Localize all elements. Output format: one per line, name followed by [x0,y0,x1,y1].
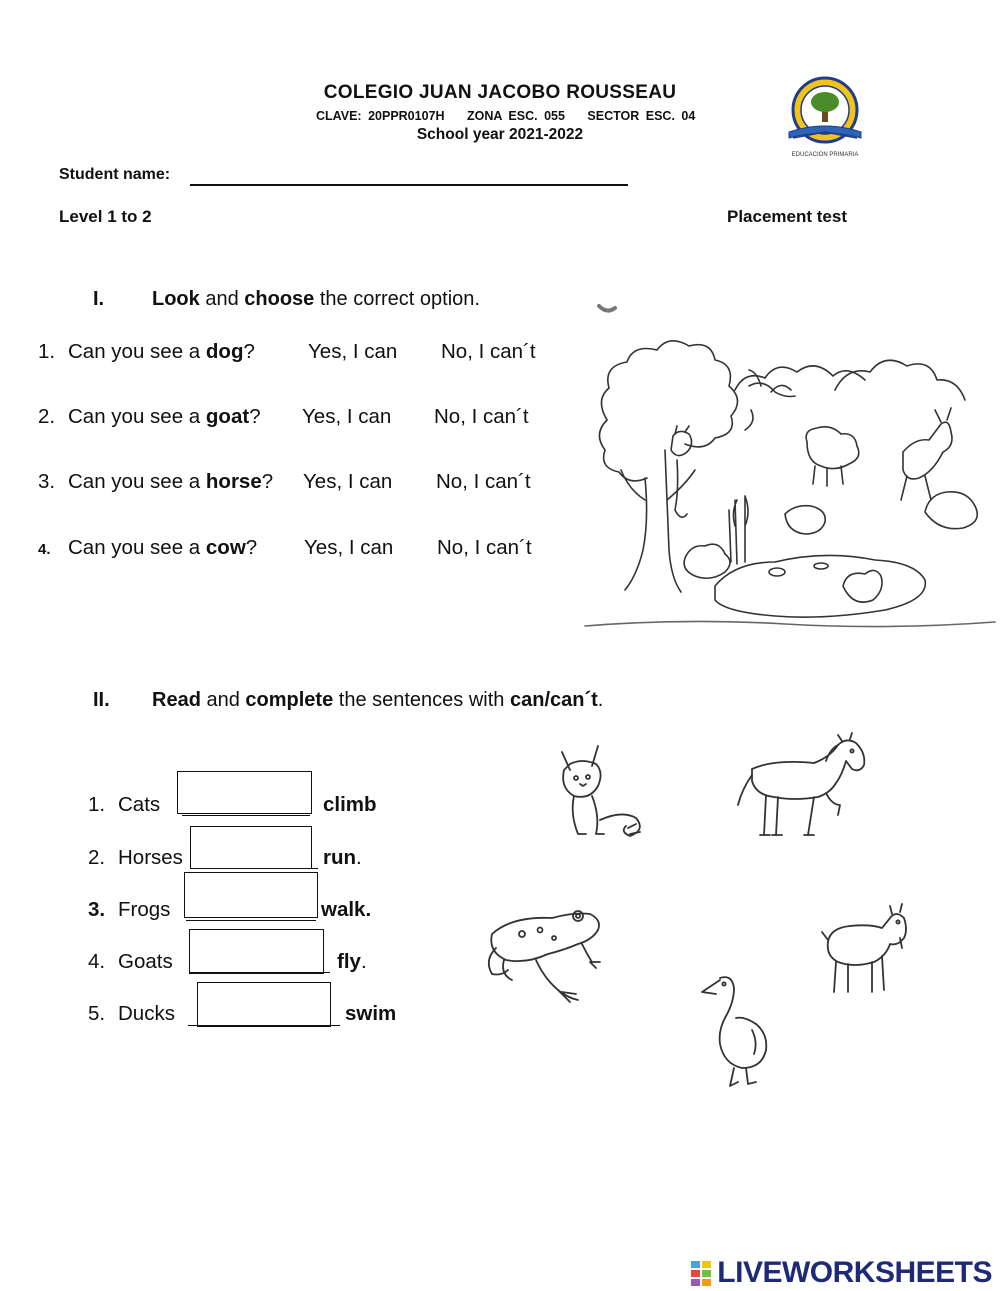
goat-drawing [820,904,912,996]
answer-no[interactable]: No, I can´t [434,405,529,428]
school-logo [785,72,865,162]
liveworksheets-logo [691,1256,992,1290]
level-label: Level 1 to 2 [59,207,152,226]
answer-box[interactable] [189,929,324,974]
brand-text: LIVEWORKSHEETS [717,1256,992,1289]
sentence-item: 1. Cats [88,793,161,816]
student-name-line[interactable] [190,184,628,186]
section2-title: Read and complete the sentences with can/can´t. [152,689,604,711]
answer-box[interactable] [177,771,312,814]
answer-yes[interactable]: Yes, I can [302,405,392,428]
question-item: 4. Can you see a cow? Yes, I can No, I can´t [38,536,532,559]
answer-box[interactable] [197,982,331,1027]
school-year: School year 2021-2022 [416,126,584,143]
sentence-verb: swim [345,1002,397,1025]
frog-drawing [482,904,606,1009]
sentence-item: 5. Ducks [88,1002,175,1025]
question-item: 3. Can you see a horse? Yes, I can No, I can´t [38,470,531,493]
section1-title: Look and choose the correct option. [152,288,480,310]
answer-no[interactable]: No, I can´t [437,536,532,559]
horse-drawing [734,735,876,840]
cat-drawing [556,744,648,840]
sentence-item: 3. Frogs [88,898,171,921]
sentence-verb: run. [323,846,362,869]
clave-code: CLAVE: 20PPR0107H [316,109,445,123]
sentence-verb: walk. [321,898,372,921]
answer-box[interactable] [190,826,312,869]
farm-scene-illustration [585,300,995,635]
answer-no[interactable]: No, I can´t [436,470,531,493]
brand-blocks-icon [691,1261,713,1287]
answer-yes[interactable]: Yes, I can [304,536,394,559]
answer-yes[interactable]: Yes, I can [308,340,398,363]
school-name: COLEGIO JUAN JACOBO ROUSSEAU [323,82,677,103]
zona-code: ZONA ESC. 055 [467,109,565,123]
sentence-verb: climb [323,793,377,816]
answer-box[interactable] [184,872,318,918]
question-item: 2. Can you see a goat? Yes, I can No, I can´t [38,405,529,428]
section1-numeral: I. [93,288,105,310]
section1-title-look: Look [152,288,200,310]
test-type-label: Placement test [727,207,847,226]
answer-yes[interactable]: Yes, I can [303,470,393,493]
duck-drawing [696,972,772,1092]
question-item: 1. Can you see a dog? Yes, I can No, I can´t [38,340,536,363]
section2-numeral: II. [93,689,110,711]
sentence-verb: fly. [337,950,367,973]
sector-code: SECTOR ESC. 04 [587,109,696,123]
answer-no[interactable]: No, I can´t [441,340,536,363]
logo-caption: EDUCACION PRIMARIA [791,152,859,158]
sentence-item: 2. Horses [88,846,183,869]
student-name-label: Student name: [59,166,171,183]
sentence-item: 4. Goats [88,950,173,973]
school-codes [316,109,711,123]
